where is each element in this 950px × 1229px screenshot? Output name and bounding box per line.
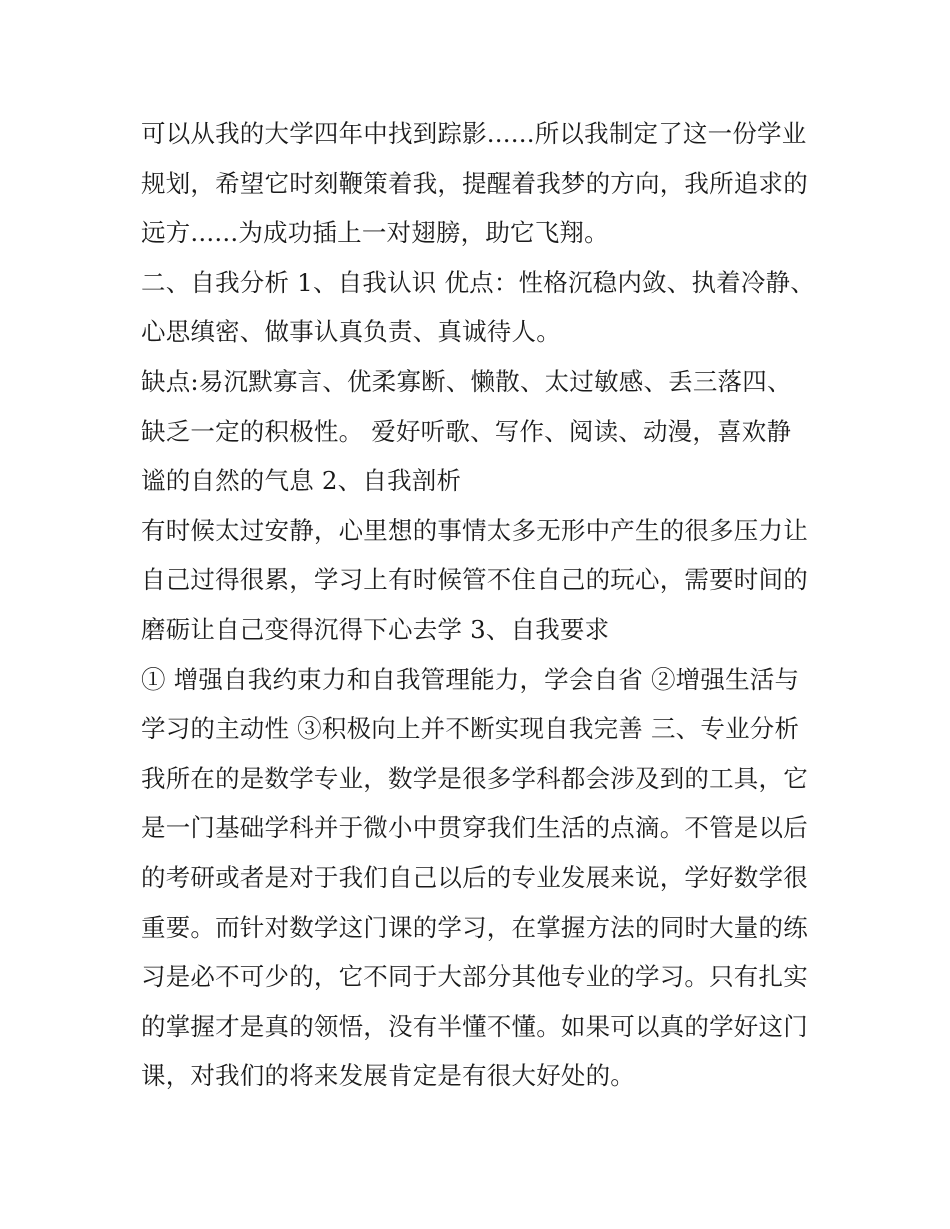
text-line: 规划，希望它时刻鞭策着我，提醒着我梦的方向，我所追求的 bbox=[141, 168, 808, 198]
text-line: 心思缜密、做事认真负责、真诚待人。 bbox=[141, 317, 561, 347]
text-line: 我所在的是数学专业，数学是很多学科都会涉及到的工具，它 bbox=[141, 763, 808, 793]
section-heading-line: 二、自我分析 1、自我认识 优点：性格沉稳内敛、执着冷静、 bbox=[141, 267, 815, 297]
text-line: 有时候太过安静，心里想的事情太多无形中产生的很多压力让 bbox=[141, 515, 808, 545]
text-line: 的考研或者是对于我们自己以后的专业发展来说，学好数学很 bbox=[141, 862, 808, 892]
text-line: 重要。而针对数学这门课的学习，在掌握方法的同时大量的练 bbox=[141, 912, 808, 942]
text-line: ① 增强自我约束力和自我管理能力，学会自省 ②增强生活与 bbox=[141, 664, 800, 694]
text-line: 远方......为成功插上一对翅膀，助它飞翔。 bbox=[141, 218, 609, 248]
text-line: 课，对我们的将来发展肯定是有很大好处的。 bbox=[141, 1061, 635, 1091]
text-line: 缺乏一定的积极性。 爱好听歌、写作、阅读、动漫，喜欢静 bbox=[141, 416, 792, 446]
text-line: 自己过得很累，学习上有时候管不住自己的玩心，需要时间的 bbox=[141, 565, 808, 595]
text-line: 磨砺让自己变得沉得下心去学 3、自我要求 bbox=[141, 614, 610, 644]
text-line: 缺点:易沉默寡言、优柔寡断、懒散、太过敏感、丢三落四、 bbox=[141, 366, 792, 396]
text-line: 谧的自然的气息 2、自我剖析 bbox=[141, 466, 462, 496]
text-line: 可以从我的大学四年中找到踪影......所以我制定了这一份学业 bbox=[141, 119, 807, 148]
text-line: 习是必不可少的，它不同于大部分其他专业的学习。只有扎实 bbox=[141, 962, 808, 992]
section-heading-line: 学习的主动性 ③积极向上并不断实现自我完善 三、专业分析 bbox=[141, 714, 800, 744]
text-line: 的掌握才是真的领悟，没有半懂不懂。如果可以真的学好这门 bbox=[141, 1011, 808, 1041]
text-line: 是一门基础学科并于微小中贯穿我们生活的点滴。不管是以后 bbox=[141, 813, 808, 843]
